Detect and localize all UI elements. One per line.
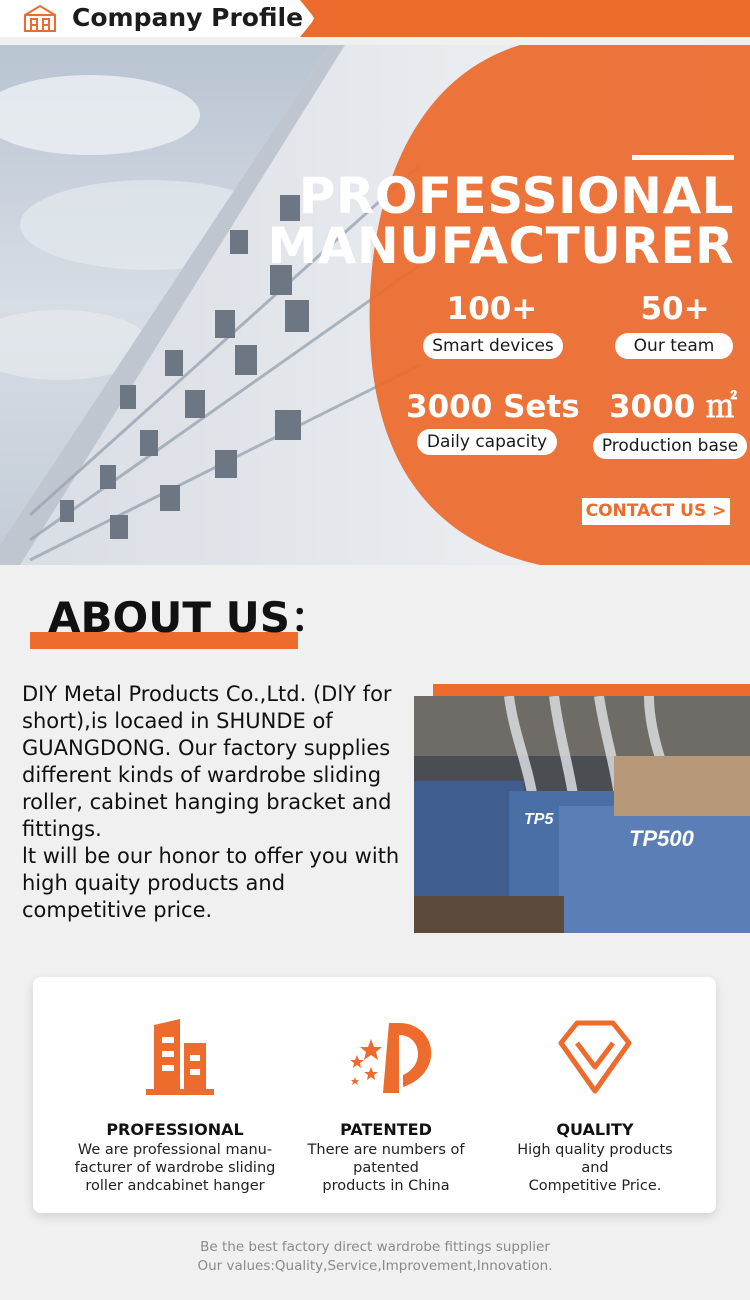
stat-label-area: Production base xyxy=(593,433,747,459)
features-card xyxy=(33,977,716,1213)
hero-banner xyxy=(0,45,750,565)
stat-label-devices: Smart devices xyxy=(423,333,563,359)
patent-stars-icon xyxy=(341,1017,441,1097)
feature-description xyxy=(281,1141,491,1195)
photo-accent-bar xyxy=(433,684,750,696)
diamond-check-icon xyxy=(555,1017,635,1097)
about-heading: ABOUT US： xyxy=(48,593,332,642)
hero-heading-line1: PROFESSIONAL xyxy=(298,167,734,225)
building-icon xyxy=(140,1017,220,1097)
svg-text:TP500: TP500 xyxy=(629,826,694,851)
feature-description xyxy=(490,1141,700,1195)
section-header xyxy=(0,0,750,37)
feature-title: PATENTED xyxy=(340,1120,432,1139)
hero-heading-line2: MANUFACTURER xyxy=(267,217,734,275)
stat-value-capacity: 3000 Sets xyxy=(406,389,580,425)
hero-heading xyxy=(267,167,734,275)
stat-value-area: 3000 ㎡ xyxy=(608,389,738,425)
feature-desc-line: High quality products xyxy=(517,1142,673,1158)
feature-desc-line: patented xyxy=(353,1160,419,1176)
factory-outline-icon xyxy=(22,3,58,33)
header-accent-bar xyxy=(300,0,750,37)
footer-tagline xyxy=(0,1238,750,1276)
feature-title: QUALITY xyxy=(556,1120,634,1139)
footer-line: Be the best factory direct wardrobe fittings supplier xyxy=(200,1239,550,1255)
page-title: Company Profile xyxy=(72,3,304,32)
stat-value-team: 50+ xyxy=(640,291,710,327)
feature-desc-line: products in China xyxy=(322,1178,450,1194)
contact-us-button[interactable]: CONTACT US > xyxy=(582,498,730,525)
stat-label-capacity: Daily capacity xyxy=(417,429,557,455)
feature-title: PROFESSIONAL xyxy=(106,1120,244,1139)
svg-text:TP5: TP5 xyxy=(524,811,554,828)
feature-desc-line: and xyxy=(581,1160,609,1176)
about-paragraph: lt will be our honor to offer you with high quaity products and competitive price. xyxy=(22,844,400,922)
stat-label-team: Our team xyxy=(615,333,733,359)
stat-value-devices: 100+ xyxy=(446,291,538,327)
feature-desc-line: There are numbers of xyxy=(307,1142,465,1158)
feature-desc-line: facturer of wardrobe sliding xyxy=(74,1160,276,1176)
feature-description xyxy=(70,1141,280,1195)
feature-desc-line: roller andcabinet hanger xyxy=(85,1178,265,1194)
about-description xyxy=(22,681,407,924)
chevron-right-icon xyxy=(302,0,332,37)
feature-desc-line: Competitive Price. xyxy=(528,1178,662,1194)
footer-line: Our values:Quality,Service,Improvement,Innovation. xyxy=(197,1258,553,1274)
hero-divider xyxy=(632,155,734,160)
factory-interior-photo xyxy=(414,696,750,933)
about-paragraph: DIY Metal Products Co.,Ltd. (DlY for short),is locaed in SHUNDE of GUANGDONG. Our factory supplies different kinds of wardrobe sliding roller, cabinet hanging bracket and fittings. xyxy=(22,682,392,841)
feature-desc-line: We are professional manu- xyxy=(77,1142,273,1158)
